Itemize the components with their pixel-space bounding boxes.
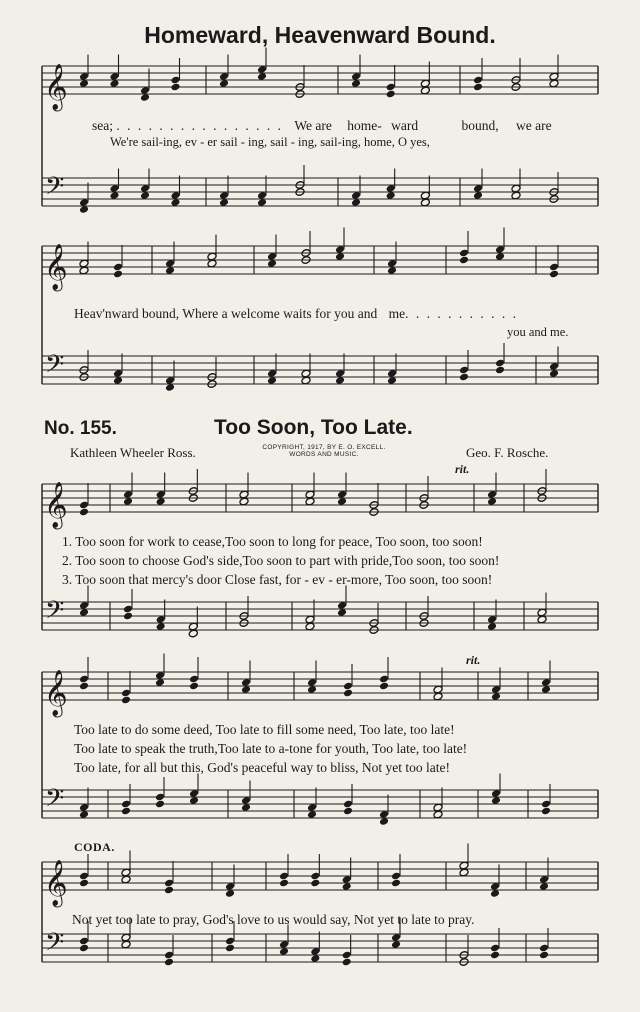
note-head <box>164 958 174 967</box>
treble-clef-icon: 𝄞 <box>44 670 68 716</box>
note-head <box>121 696 131 705</box>
verse-3-line2: Too late, for all but this, God's peaceful way to bliss, Not yet too late! <box>74 760 451 775</box>
note-head <box>342 958 352 967</box>
note-head <box>343 807 353 816</box>
treble-clef-icon: 𝄞 <box>44 860 68 906</box>
note-head <box>279 879 289 888</box>
composer: Geo. F. Rosche. <box>466 445 549 460</box>
note-head <box>113 270 123 279</box>
note-head <box>541 807 551 816</box>
rit-marking-2: rit. <box>466 653 481 667</box>
verse-1-line2: Too late to do some deed, Too late to fill some need, Too late, too late! <box>74 722 455 737</box>
note-head <box>79 879 89 888</box>
treble-clef-icon: 𝄞 <box>44 244 68 290</box>
note-head <box>155 800 165 809</box>
note-head <box>164 886 174 895</box>
note-head <box>379 682 389 691</box>
hymn-number: No. 155. <box>44 418 117 439</box>
note-head <box>79 944 89 953</box>
note-head <box>189 682 199 691</box>
note-head <box>495 366 505 375</box>
note-head <box>539 951 549 960</box>
rit-marking-1: rit. <box>455 462 470 476</box>
lyric-line2: Heav'nward bound, Where a welcome waits for you and me. . . . . . . . . . . <box>74 306 518 321</box>
note-head <box>225 944 235 953</box>
verse-2-line1: 2. Too soon to choose God's side,Too soon to part with pride,Too soon, too soon! <box>62 553 500 568</box>
note-head <box>79 682 89 691</box>
note-head <box>310 879 320 888</box>
hymn-title-too-soon: Too Soon, Too Late. <box>214 416 413 439</box>
note-head <box>170 83 180 92</box>
note-head <box>459 256 469 265</box>
note-head <box>343 689 353 698</box>
note-head <box>121 807 131 816</box>
lyric-line2-response: you and me. <box>507 325 569 339</box>
bass-clef-icon: 𝄢 <box>45 350 65 385</box>
note-head <box>79 508 89 517</box>
note-head <box>123 612 133 621</box>
bass-clef-icon: 𝄢 <box>45 784 65 819</box>
hymn-title-homeward: Homeward, Heavenward Bound. <box>144 22 496 48</box>
note-head <box>459 373 469 382</box>
lyric-line1-upper: sea; . . . . . . . . . . . . . . . . We are home- ward bound, we are <box>92 118 552 133</box>
coda-lyrics: Not yet too late to pray, God's love to us would say, Not yet to late to pray. <box>72 912 475 927</box>
lyric-line1-lower: We're sail-ing, ev - er sail - ing, sail - ing, sail-ing, home, O yes, <box>110 135 430 149</box>
bass-clef-icon: 𝄢 <box>45 928 65 963</box>
verse-3-line1: 3. Too soon that mercy's door Close fast, for - ev - er-more, Too soon, too soon! <box>62 572 493 587</box>
bass-clef-icon: 𝄢 <box>45 172 65 207</box>
note-head <box>391 879 401 888</box>
verse-1-line1: 1. Too soon for work to cease,Too soon to long for peace, Too soon, too soon! <box>62 534 483 549</box>
note-head <box>549 270 559 279</box>
note-head <box>386 90 396 99</box>
treble-clef-icon: 𝄞 <box>44 64 68 110</box>
author: Kathleen Wheeler Ross. <box>70 445 196 460</box>
verse-2-line2: Too late to speak the truth,Too late to a-tone for youth, Too late, too late! <box>74 741 468 756</box>
treble-clef-icon: 𝄞 <box>44 482 68 528</box>
note-head <box>473 83 483 92</box>
note-head <box>490 951 500 960</box>
coda-label: CODA. <box>74 840 115 854</box>
bass-clef-icon: 𝄢 <box>45 596 65 631</box>
copyright: COPYRIGHT, 1917, BY E. O. EXCELL. WORDS AND MUSIC. <box>262 444 386 458</box>
